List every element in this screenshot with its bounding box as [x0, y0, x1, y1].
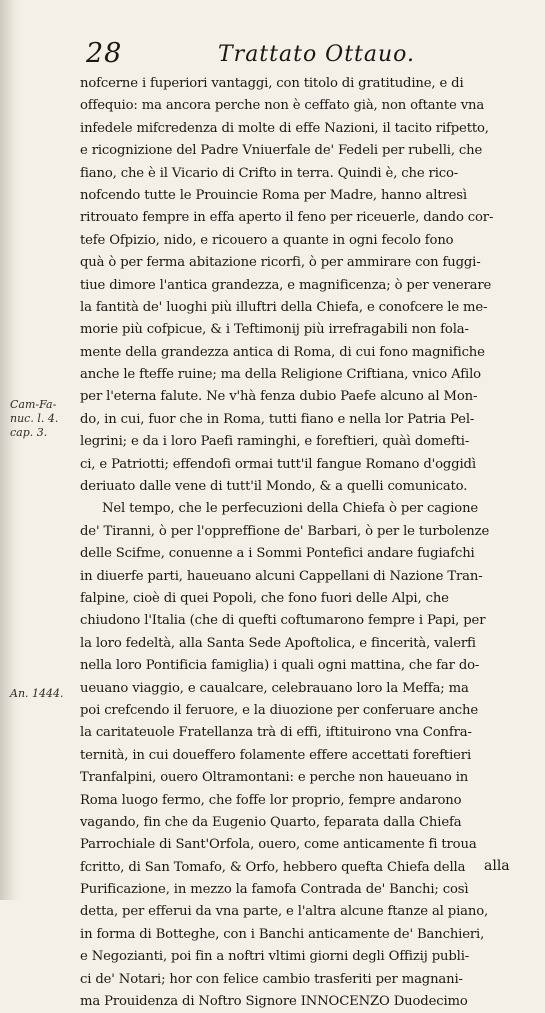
text-line: la caritateuole Fratellanza trà di effi, iftituirono vna Confra- [80, 725, 472, 741]
catchword: alla [484, 858, 510, 874]
text-line: ternità, in cui doueffero folamente effere accettati foreftieri [80, 747, 472, 763]
text-line: do, in cui, fuor che in Roma, tutti fiano e nella lor Patria Pel- [80, 411, 475, 427]
text-line: vagando, fin che da Eugenio Quarto, feparata dalla Chiefa [80, 814, 462, 830]
text-line: chiudono l'Italia (che di quefti coftumarono fempre i Papi, per [80, 613, 486, 629]
paragraph-start-line: Nel tempo, che le perfecuzioni della Chiefa ò per cagione [102, 501, 479, 517]
text-line: anche le fteffe ruine; ma della Religione Criftiana, vnico Afilo [80, 367, 481, 383]
text-line: ma Prouidenza di Noftro Signore INNOCENZO Duodecimo [80, 994, 468, 1010]
text-line: la fantità de' luoghi più illuftri della Chiefa, e conofcere le me- [80, 299, 488, 315]
running-title: Trattato Ottauo. [218, 42, 416, 67]
text-line: la loro fedeltà, alla Santa Sede Apoftolica, e fincerità, valerfi [80, 635, 476, 651]
text-line: per l'eterna falute. Ne v'hà fenza dubio Paefe alcuno al Mon- [80, 389, 478, 405]
text-line: Purificazione, in mezzo la famofa Contrada de' Banchi; così [80, 882, 469, 898]
text-line: de' Tiranni, ò per l'oppreffione de' Barbari, ò per le turbolenze [80, 523, 490, 539]
text-line: falpine, cioè di quei Popoli, che fono fuori delle Alpi, che [80, 590, 449, 606]
text-line: ci, e Patriotti; effendofi ormai tutt'il fangue Romano d'oggidì [80, 456, 476, 472]
page-gutter-shadow [0, 0, 22, 900]
text-line: nella loro Pontificia famiglia) i quali ogni mattina, che far do- [80, 658, 480, 674]
text-line: deriuato dalle vene di tutt'il Mondo, & a quelli comunicato. [80, 479, 468, 495]
text-line: e Negozianti, poi fin a noftri vltimi giorni degli Offizij publi- [80, 949, 470, 965]
text-line: nofcendo tutte le Prouincie Roma per Madre, hanno altresì [80, 187, 467, 203]
text-line: delle Scifme, conuenne a i Sommi Pontefici andare fugiafchi [80, 546, 475, 562]
text-line: quà ò per ferma abitazione ricorfi, ò per ammirare con fuggi- [80, 255, 481, 271]
text-line: ci de' Notari; hor con felice cambio trasferiti per magnani- [80, 971, 463, 987]
text-line: fcritto, di San Tomafo, & Orfo, hebbero quefta Chiefa della [80, 859, 466, 875]
page-number: 28 [86, 38, 123, 69]
text-line: legrini; e da i loro Paefi raminghi, e foreftieri, quàì domefti- [80, 434, 470, 450]
text-line: morie più cofpicue, & i Teftimonij più irrefragabili non fola- [80, 322, 469, 338]
text-line: tiue dimore l'antica grandezza, e magnificenza; ò per venerare [80, 277, 492, 293]
text-line: poi crefcendo il feruore, e la diuozione per conferuare anche [80, 702, 479, 718]
margin-note-citation: Cam-Fa- nuc. l. 4. cap. 3. [10, 398, 59, 439]
text-line: ritrouato fempre in effa aperto il feno per riceuerle, dando cor- [80, 210, 494, 226]
text-line: nofcerne i fuperiori vantaggi, con titolo di gratitudine, e di [80, 76, 464, 91]
text-line: detta, per efferui da vna parte, e l'altra alcune ftanze al piano, [80, 904, 489, 920]
margin-note-year: An. 1444. [10, 687, 64, 700]
text-line: infedele mifcredenza di molte di effe Nazioni, il tacito rifpetto, [80, 120, 489, 136]
text-line: tefe Ofpizio, nido, e ricouero a quante in ogni fecolo fono [80, 232, 454, 248]
body-text [80, 73, 530, 1013]
text-line: Parrochiale di Sant'Orfola, ouero, come anticamente fi troua [80, 837, 477, 853]
text-line: offequio: ma ancora perche non è ceffato già, non oftante vna [80, 98, 485, 114]
text-line: Roma luogo fermo, che foffe lor proprio, fempre andarono [80, 792, 462, 808]
text-line: fiano, che è il Vicario di Crifto in terra. Quindi è, che rico- [80, 165, 459, 181]
text-line: e ricognizione del Padre Vniuerfale de' Fedeli per rubelli, che [80, 143, 483, 159]
text-line: mente della grandezza antica di Roma, di cui fono magnifiche [80, 344, 485, 360]
text-line: in forma di Botteghe, con i Banchi anticamente de' Banchieri, [80, 926, 485, 942]
text-line: Tranfalpini, ouero Oltramontani: e perche non haueuano in [80, 770, 469, 786]
text-line: ueuano viaggio, e caualcare, celebrauano loro la Meffa; ma [80, 680, 469, 696]
page-header [78, 38, 528, 72]
text-line: in diuerfe parti, haueuano alcuni Cappellani di Nazione Tran- [80, 568, 483, 584]
